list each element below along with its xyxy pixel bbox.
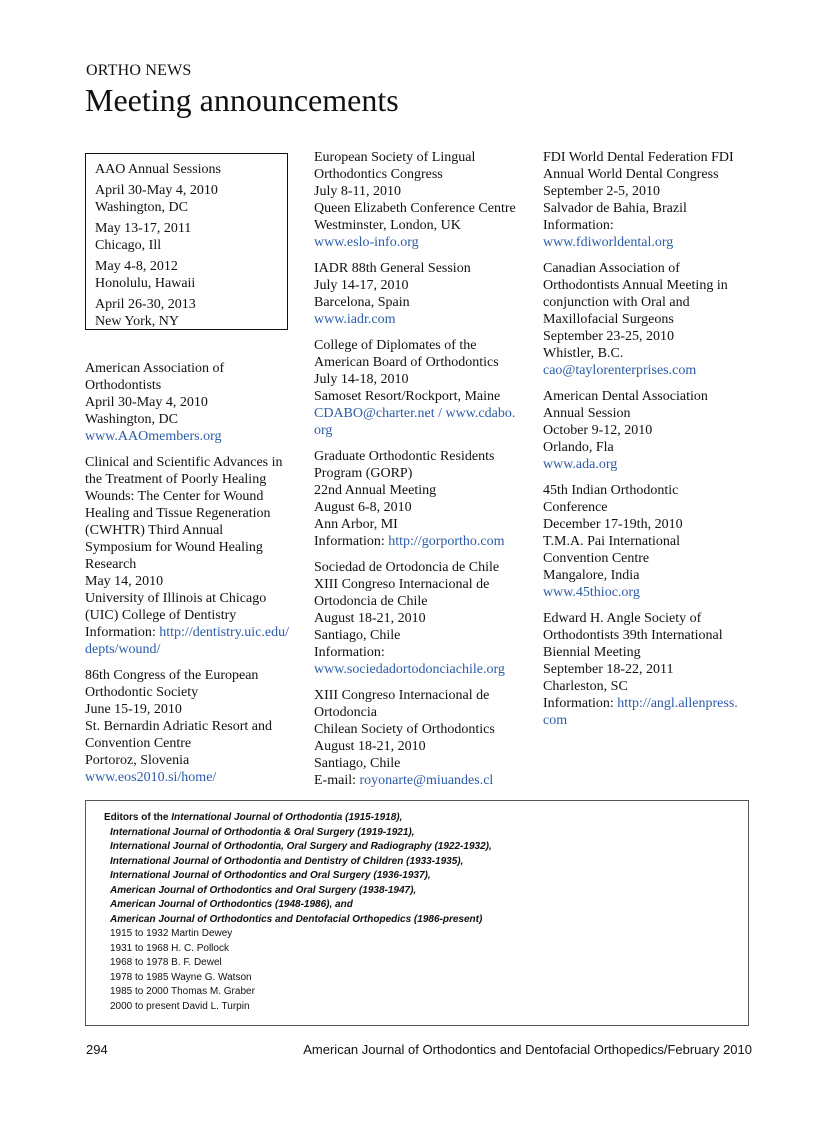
entry-line: September 23-25, 2010 — [543, 329, 675, 344]
entry-line: University of Illinois at Chicago — [85, 591, 267, 606]
info-label: Information: — [314, 534, 389, 549]
sessions-heading: AAO Annual Sessions — [95, 162, 222, 177]
entry-line: Orlando, Fla — [543, 440, 614, 455]
entry-link[interactable]: www.iadr.com — [314, 312, 396, 327]
entry-line: Graduate Orthodontic Residents — [314, 449, 495, 464]
entry-link-row — [543, 712, 759, 729]
editor-term: 1968 to 1978 B. F. Dewel — [110, 957, 222, 968]
entry-line: Information: — [314, 645, 385, 660]
column-2 — [314, 149, 526, 798]
entry-line: IADR 88th General Session — [314, 261, 471, 276]
entry-line: Orthodontists — [85, 378, 162, 393]
entry-line: Queen Elizabeth Conference Centre — [314, 201, 516, 216]
entry-line: October 9-12, 2010 — [543, 423, 653, 438]
session-place: Honolulu, Hawaii — [95, 276, 196, 291]
journal-name: International Journal of Orthodontia and Dentistry of Children (1933-1935), — [110, 855, 464, 867]
aao-sessions-box — [85, 153, 288, 330]
info-label: Information: — [85, 625, 160, 640]
journal-name: American Journal of Orthodontics and Dentofacial Orthopedics (1986-present) — [110, 913, 483, 925]
entry-line: Conference — [543, 500, 608, 515]
entry-line: Ortodoncia — [314, 705, 377, 720]
session-date: May 4-8, 2012 — [95, 259, 178, 274]
entry-line: Samoset Resort/Rockport, Maine — [314, 389, 501, 404]
entry-line: April 30-May 4, 2010 — [85, 395, 208, 410]
entry-link[interactable]: com — [543, 713, 568, 728]
entry-link-row — [543, 584, 759, 601]
entry-link-row — [85, 624, 297, 641]
entry-line: Whistler, B.C. — [543, 346, 624, 361]
entry-line: June 15-19, 2010 — [85, 702, 182, 717]
entry-line: American Dental Association — [543, 389, 708, 404]
entry-link[interactable]: http://angl.allenpress. — [617, 696, 738, 711]
editors-box — [85, 800, 749, 1026]
announcement-entry — [85, 454, 297, 658]
announcement-entry — [543, 610, 759, 729]
entry-line: T.M.A. Pai International — [543, 534, 680, 549]
entry-line: XIII Congreso Internacional de — [314, 688, 490, 703]
entry-line: Washington, DC — [85, 412, 178, 427]
entry-line: St. Bernardin Adriatic Resort and — [85, 719, 273, 734]
entry-link-row — [543, 234, 759, 251]
entry-link-row — [85, 641, 297, 658]
entry-line: Santiago, Chile — [314, 756, 401, 771]
editor-term: 1978 to 1985 Wayne G. Watson — [110, 971, 252, 983]
info-label: Information: — [543, 696, 618, 711]
journal-name: International Journal of Orthodontics and Oral Surgery (1936-1937), — [110, 870, 431, 881]
entry-line: College of Diplomates of the — [314, 338, 477, 353]
entry-link-row — [314, 533, 526, 550]
announcement-entry — [543, 482, 759, 601]
entry-line: (UIC) College of Dentistry — [85, 608, 237, 623]
entry-link[interactable]: www.eos2010.si/home/ — [85, 770, 217, 785]
entry-line: Mangalore, India — [543, 568, 640, 583]
entry-link-row — [543, 456, 759, 473]
entry-line: Canadian Association of — [543, 261, 680, 276]
entry-link-row — [314, 772, 526, 789]
entry-line: Annual Session — [543, 406, 631, 421]
entry-line: July 14-17, 2010 — [314, 278, 409, 293]
entry-line: conjunction with Oral and — [543, 295, 690, 310]
entry-link-row — [314, 405, 526, 422]
entry-line: Ann Arbor, MI — [314, 517, 398, 532]
entry-link-row — [314, 661, 526, 678]
session-place: Washington, DC — [95, 200, 188, 215]
editors-lead: Editors of the — [104, 812, 172, 823]
announcement-entry — [314, 260, 526, 328]
entry-line: Edward H. Angle Society of — [543, 611, 702, 626]
entry-link[interactable]: www.45thioc.org — [543, 585, 640, 600]
session-date: May 13-17, 2011 — [95, 221, 192, 236]
entry-line: Santiago, Chile — [314, 628, 401, 643]
entry-line: Orthodontists Annual Meeting in — [543, 278, 728, 293]
journal-list — [86, 826, 748, 928]
entry-link[interactable]: http://gorportho.com — [388, 534, 505, 549]
announcement-entry — [314, 687, 526, 789]
entry-line: Clinical and Scientific Advances in — [85, 455, 283, 470]
announcement-entry — [543, 149, 759, 251]
entry-line: XIII Congreso Internacional de — [314, 577, 490, 592]
entry-line: Orthodontics Congress — [314, 167, 443, 182]
entry-line: July 14-18, 2010 — [314, 372, 409, 387]
announcement-entry — [543, 388, 759, 473]
journal-name: International Journal of Orthodontia & Oral Surgery (1919-1921), — [110, 826, 415, 838]
entry-line: December 17-19th, 2010 — [543, 517, 683, 532]
entry-line: the Treatment of Poorly Healing — [85, 472, 267, 487]
entry-line: 22nd Annual Meeting — [314, 483, 437, 498]
entry-link[interactable]: www.eslo-info.org — [314, 235, 419, 250]
entry-link-row — [85, 769, 297, 786]
entry-line: Portoroz, Slovenia — [85, 753, 190, 768]
editor-term: 1915 to 1932 Martin Dewey — [110, 928, 233, 939]
entry-line: Annual World Dental Congress — [543, 167, 719, 182]
entry-line: August 6-8, 2010 — [314, 500, 412, 515]
entry-line: American Association of — [85, 361, 225, 376]
journal-name: International Journal of Orthodontia, Oral Surgery and Radiography (1922-1932), — [110, 841, 492, 852]
session-date: April 26-30, 2013 — [95, 297, 196, 312]
entry-line: Wounds: The Center for Wound — [85, 489, 264, 504]
entry-line: Symposium for Wound Healing — [85, 540, 263, 555]
entry-line: Sociedad de Ortodoncia de Chile — [314, 560, 500, 575]
session-place: New York, NY — [95, 314, 180, 329]
entry-line: Orthodontic Society — [85, 685, 199, 700]
editor-term: 1985 to 2000 Thomas M. Graber — [110, 986, 255, 997]
entry-link-row — [314, 422, 526, 439]
entry-line: American Board of Orthodontics — [314, 355, 499, 370]
session-item — [95, 258, 287, 292]
entry-link[interactable]: www.sociedadortodonciachile.org — [314, 662, 505, 677]
entry-link-row — [85, 428, 297, 445]
entry-line: 86th Congress of the European — [85, 668, 259, 683]
page-number: 294 — [86, 1042, 108, 1057]
entry-link[interactable]: http://dentistry.uic.edu/ — [159, 625, 290, 640]
editors-heading — [86, 811, 748, 826]
entry-line: Research — [85, 557, 137, 572]
entry-line: Westminster, London, UK — [314, 218, 461, 233]
session-item — [95, 296, 287, 330]
entry-line: European Society of Lingual — [314, 150, 476, 165]
journal-name: American Journal of Orthodontics (1948-1986), and — [110, 899, 353, 910]
entry-line: Convention Centre — [543, 551, 650, 566]
entry-line: Information: — [543, 218, 614, 233]
editors-first-journal: International Journal of Orthodontia (1915-1918), — [171, 812, 403, 823]
journal-footer: American Journal of Orthodontics and Dentofacial Orthopedics/February 2010 — [303, 1042, 752, 1057]
section-kicker: ORTHO NEWS — [86, 62, 192, 79]
entry-line: Convention Centre — [85, 736, 192, 751]
entry-line: (CWHTR) Third Annual — [85, 523, 224, 538]
entry-link-row — [543, 695, 759, 712]
entry-line: FDI World Dental Federation FDI — [543, 150, 734, 165]
entry-link-row — [543, 362, 759, 379]
announcement-entry — [85, 667, 297, 786]
announcement-entry — [314, 448, 526, 550]
entry-line: Salvador de Bahia, Brazil — [543, 201, 687, 216]
info-label: E-mail: — [314, 773, 360, 788]
announcement-entry — [314, 337, 526, 439]
announcement-entry — [85, 360, 297, 445]
entry-line: Barcelona, Spain — [314, 295, 410, 310]
session-item — [95, 182, 287, 216]
entry-link[interactable]: cao@taylorenterprises.com — [543, 363, 697, 378]
session-item — [95, 220, 287, 254]
column-1 — [85, 360, 297, 795]
entry-line: July 8-11, 2010 — [314, 184, 401, 199]
entry-line: Biennial Meeting — [543, 645, 641, 660]
announcement-entry — [314, 149, 526, 251]
entry-link[interactable]: CDABO@charter.net / www.cdabo. — [314, 406, 516, 421]
entry-line: Ortodoncia de Chile — [314, 594, 428, 609]
entry-line: Healing and Tissue Regeneration — [85, 506, 271, 521]
entry-link[interactable]: org — [314, 423, 333, 438]
entry-link[interactable]: www.fdiworldental.org — [543, 235, 674, 250]
entry-line: September 2-5, 2010 — [543, 184, 661, 199]
entry-line: September 18-22, 2011 — [543, 662, 674, 677]
entry-link[interactable]: www.ada.org — [543, 457, 618, 472]
editor-term: 1931 to 1968 H. C. Pollock — [110, 942, 229, 954]
entry-link-row — [314, 234, 526, 251]
entry-link-row — [314, 311, 526, 328]
entry-link[interactable]: depts/wound/ — [85, 642, 161, 657]
editor-list — [86, 927, 748, 1014]
session-date: April 30-May 4, 2010 — [95, 183, 218, 198]
entry-link[interactable]: www.AAOmembers.org — [85, 429, 222, 444]
page-title: Meeting announcements — [85, 82, 399, 118]
announcement-entry — [543, 260, 759, 379]
session-place: Chicago, Ill — [95, 238, 162, 253]
column-3 — [543, 149, 759, 738]
entry-line: Charleston, SC — [543, 679, 628, 694]
editor-term: 2000 to present David L. Turpin — [110, 1000, 250, 1012]
entry-line: Orthodontists 39th International — [543, 628, 723, 643]
entry-line: 45th Indian Orthodontic — [543, 483, 679, 498]
journal-name: American Journal of Orthodontics and Oral Surgery (1938-1947), — [110, 884, 417, 896]
entry-line: August 18-21, 2010 — [314, 739, 426, 754]
entry-line: August 18-21, 2010 — [314, 611, 426, 626]
entry-line: Program (GORP) — [314, 466, 413, 481]
entry-link[interactable]: royonarte@miuandes.cl — [359, 773, 494, 788]
entry-line: May 14, 2010 — [85, 574, 164, 589]
entry-line: Maxillofacial Surgeons — [543, 312, 674, 327]
entry-line: Chilean Society of Orthodontics — [314, 722, 495, 737]
announcement-entry — [314, 559, 526, 678]
